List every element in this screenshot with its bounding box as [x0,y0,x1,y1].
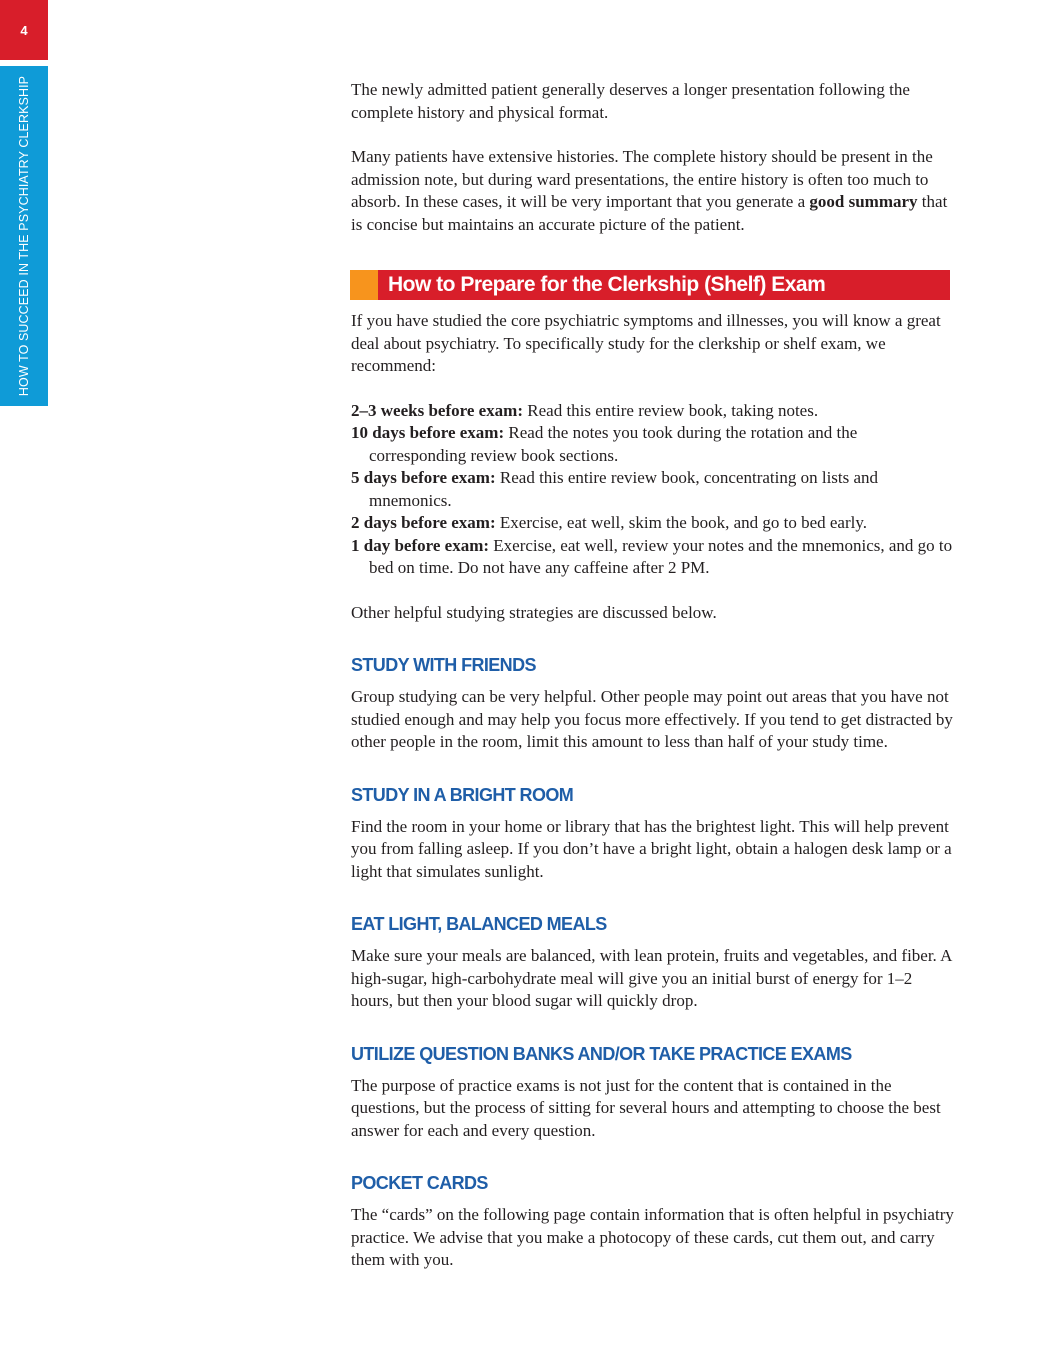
subsection-heading-question-banks: UTILIZE QUESTION BANKS AND/OR TAKE PRACTICE EXAMS [351,1043,852,1064]
section-title: How to Prepare for the Clerkship (Shelf) Exam [388,273,826,296]
subsection-body: The “cards” on the following page contain information that is often helpful in psychiatry practice. We advise that you make a photocopy of these cards, cut them out, and carry them with you. [351,1205,954,1269]
schedule-item: 5 days before exam: Read this entire review book, concentrating on lists and mnemonics. [351,468,879,510]
page-number: 4 [20,22,28,38]
schedule-item: 10 days before exam: Read the notes you took during the rotation and the corresponding review book sections. [351,423,858,465]
subsection-heading-pocket-cards: POCKET CARDS [351,1173,488,1193]
emphasis-good-summary: good summary [809,192,918,211]
subsection-heading-balanced-meals: EAT LIGHT, BALANCED MEALS [351,914,607,934]
subsection-body: Make sure your meals are balanced, with lean protein, fruits and vegetables, and fiber. A high-sugar, high-carbohydrate meal will give you an initial burst of energy for 1–2 hours, but then your blood sugar will quickly drop. [351,946,952,1010]
intro-paragraph-2: Many patients have extensive histories. The complete history should be present in the admission note, but during ward presentations, the entire history is often too much to absorb. In these cases, it will be very important that you generate a good summary that is concise but maintains an accurate picture of the patient. [351,147,948,234]
intro-paragraph-1: The newly admitted patient generally deserves a longer presentation following the complete history and physical format. [351,80,910,122]
schedule-item: 1 day before exam: Exercise, eat well, review your notes and the mnemonics, and go to bed on time. Do not have any caffeine after 2 PM. [351,535,953,577]
schedule-item: 2–3 weeks before exam: Read this entire review book, taking notes. [351,400,819,420]
section-outro: Other helpful studying strategies are discussed below. [351,602,717,622]
page-content [351,79,955,1294]
section-intro: If you have studied the core psychiatric symptoms and illnesses, you will know a great deal about psychiatry. To specifically study for the clerkship or shelf exam, we recommend: [351,311,941,375]
subsection-heading-study-with-friends: STUDY WITH FRIENDS [351,655,536,675]
subsection-body: The purpose of practice exams is not just for the content that is contained in the questions, but the process of sitting for several hours and attempting to choose the best answer for each and every question. [351,1075,941,1140]
study-schedule [351,400,955,580]
chapter-side-tab [0,66,48,406]
subsection-body: Find the room in your home or library that has the brightest light. This will help prevent you from falling asleep. If you don’t have a bright light, obtain a halogen desk lamp or a light that simulates sunlight. [351,816,952,881]
chapter-title: HOW TO SUCCEED IN THE PSYCHIATRY CLERKSHIP [17,75,31,397]
subsection-heading-bright-room: STUDY IN A BRIGHT ROOM [351,784,574,805]
section-header-accent [350,270,378,300]
subsection-body: Group studying can be very helpful. Other people may point out areas that you have not studied enough and may help you focus more effectively. If you tend to get distracted by other people in the room, limit this amount to less than half of your study time. [351,687,953,751]
schedule-item: 2 days before exam: Exercise, eat well, skim the book, and go to bed early. [351,513,868,532]
section-header [350,270,950,300]
page-number-tab [0,0,48,60]
